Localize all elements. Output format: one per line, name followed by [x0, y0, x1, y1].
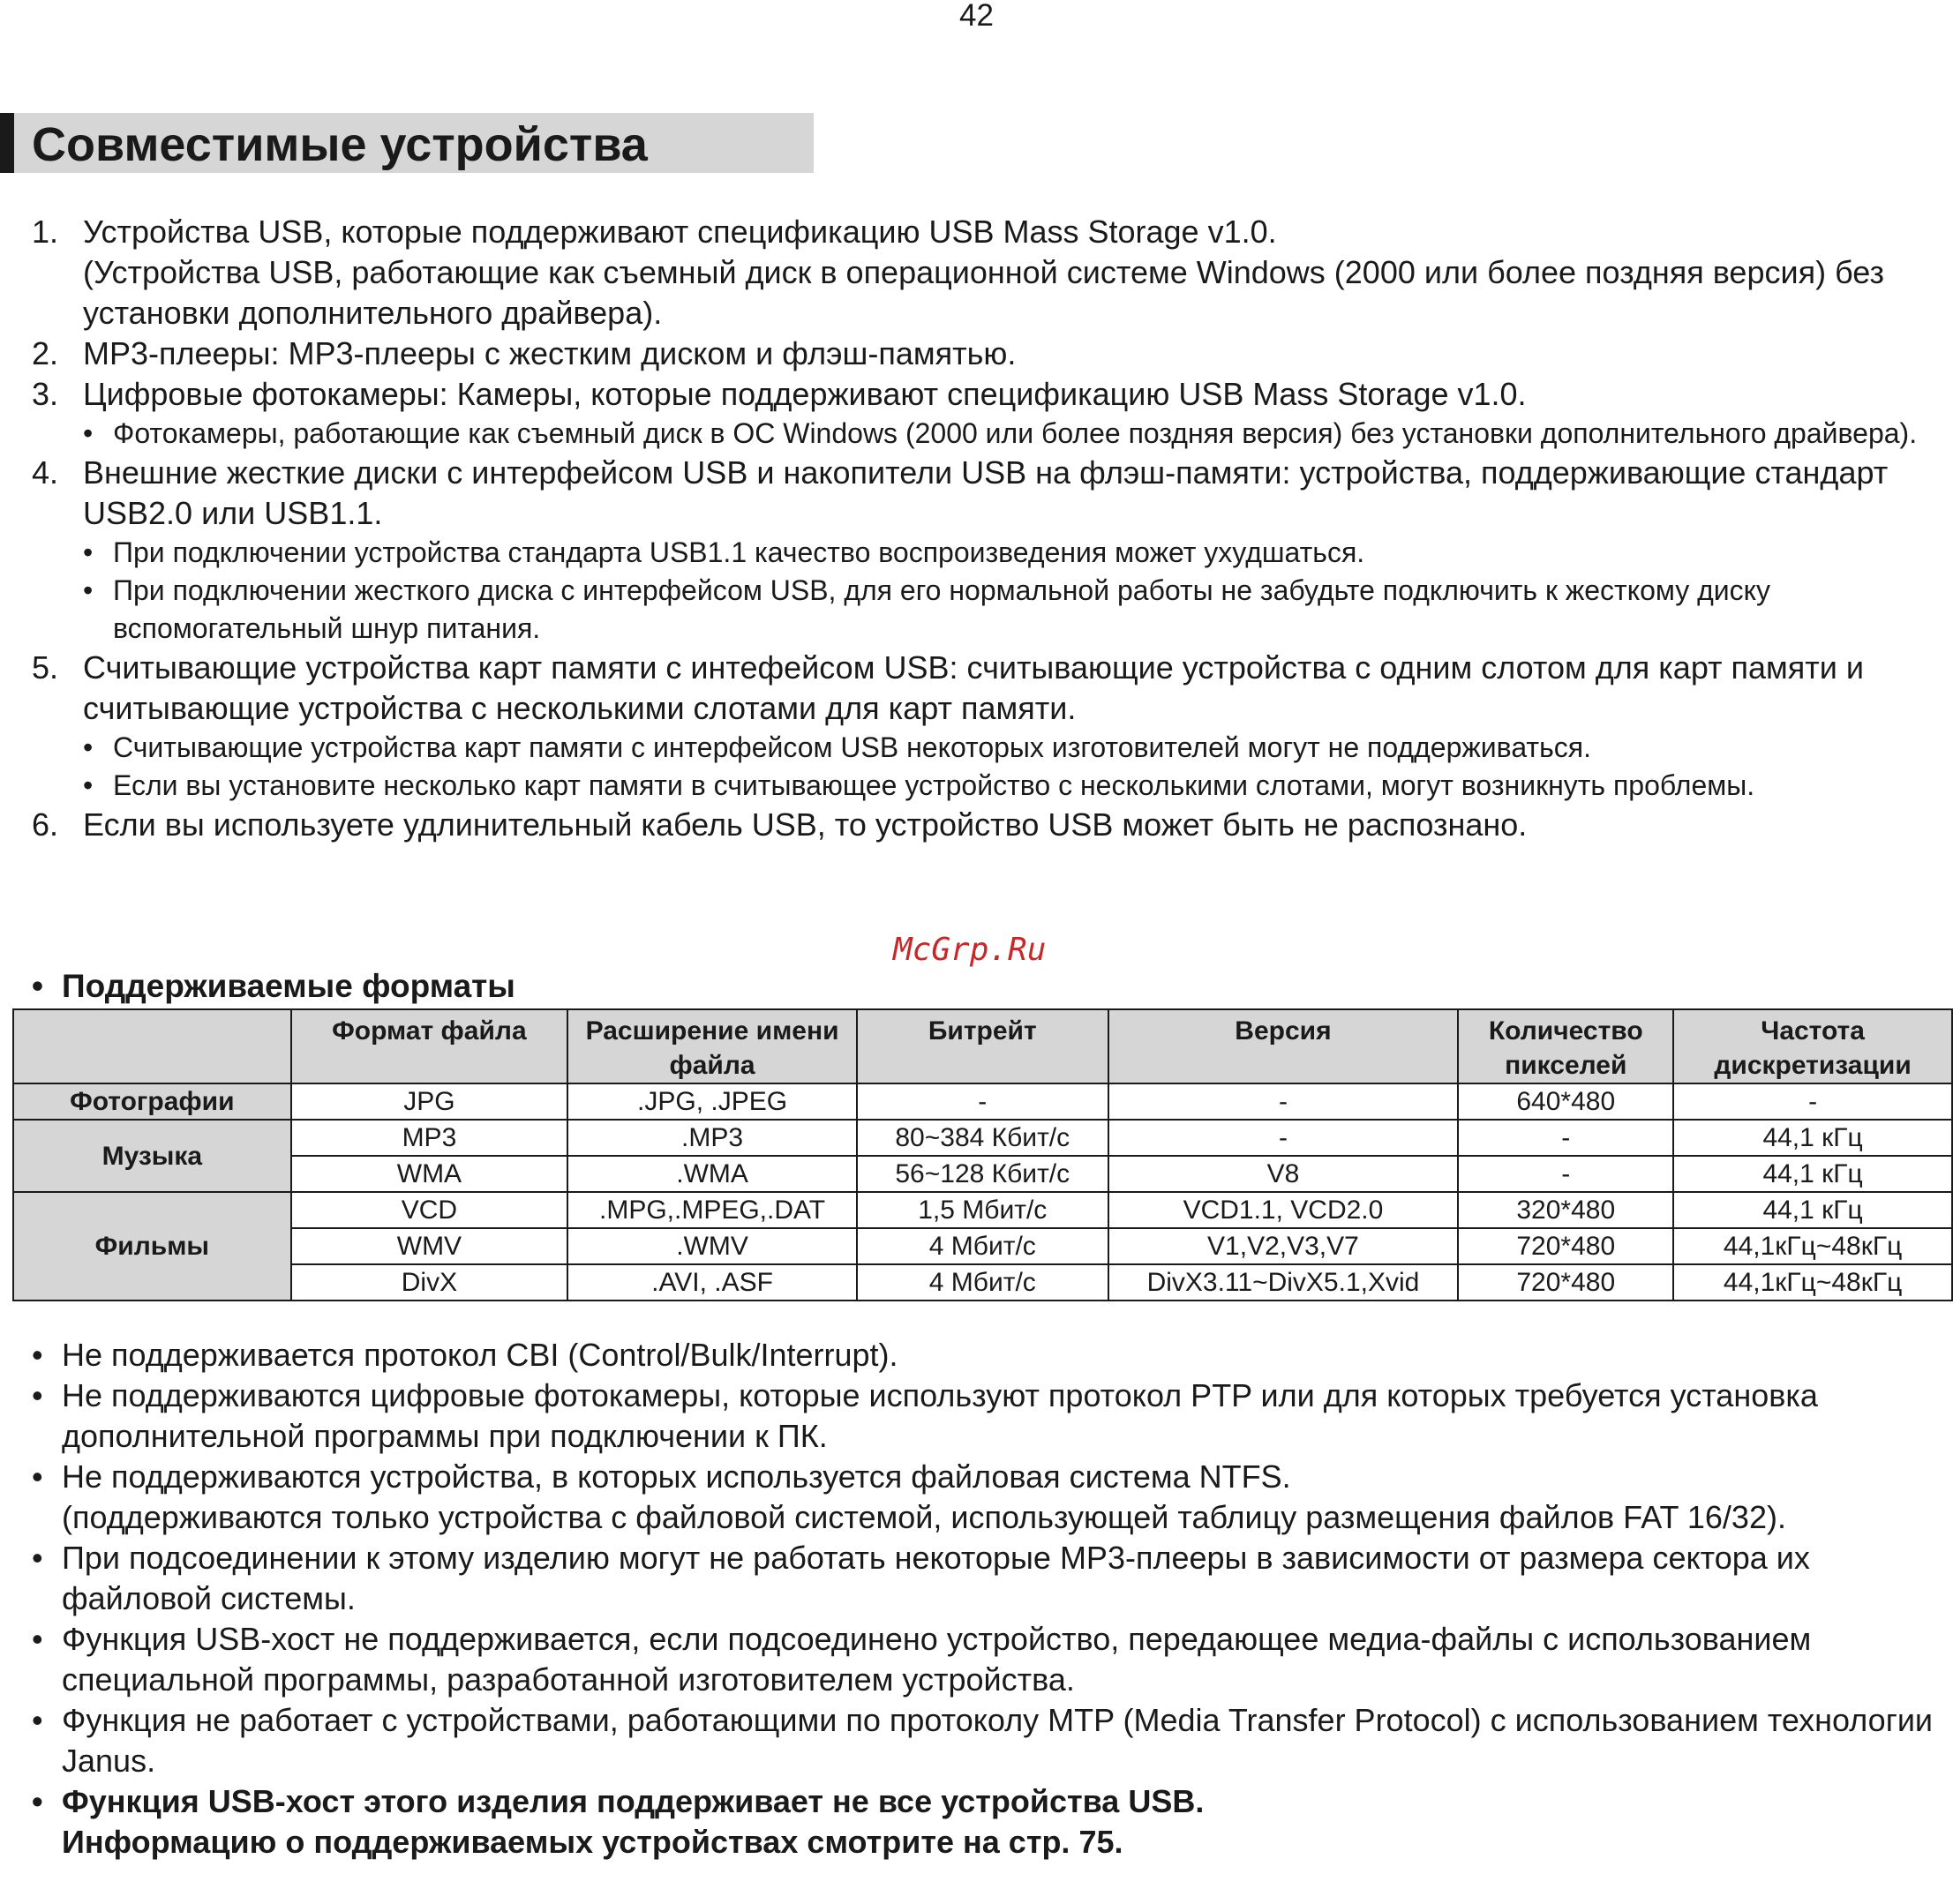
formats-heading [32, 966, 515, 1007]
item-text: Внешние жесткие диски с интерфейсом USB и накопители USB на флэш-памяти: устройства, поддерживающие стандарт USB2.0 или USB1.1. [83, 454, 1889, 531]
list-item [32, 374, 1938, 415]
table-cell: VCD1.1, VCD2.0 [1108, 1192, 1459, 1228]
item-text: Устройства USB, которые поддерживают спецификацию USB Mass Storage v1.0. [83, 214, 1277, 250]
note-text: Не поддерживается протокол CBI (Control/Bulk/Interrupt). [62, 1337, 898, 1373]
note-text: Функция USB-хост этого изделия поддерживает не все устройства USB. [62, 1783, 1205, 1819]
bullet-icon: • [32, 1337, 43, 1373]
note-item [32, 1376, 1938, 1457]
watermark: McGrp.Ru [893, 932, 1047, 968]
item-number: 4. [32, 454, 59, 491]
bullet-icon: • [83, 731, 94, 763]
table-row [13, 1228, 1952, 1264]
note-item-important [32, 1781, 1938, 1863]
sub-item [83, 572, 1938, 648]
item-text: Если вы используете удлинительный кабель USB, то устройство USB может быть не распознано. [83, 806, 1528, 843]
table-cell: 44,1 кГц [1673, 1156, 1952, 1192]
table-cell: .WMA [567, 1156, 857, 1192]
table-cell: .MP3 [567, 1120, 857, 1156]
table-row [13, 1156, 1952, 1192]
table-cell: DivX3.11~DivX5.1,Xvid [1108, 1264, 1459, 1301]
sub-item [83, 415, 1938, 453]
table-cell: - [1458, 1120, 1673, 1156]
table-header-cell: Битрейт [857, 1009, 1108, 1083]
note-text: При подсоединении к этому изделию могут не работать некоторые MP3-плееры в зависимости от размера сектора их файловой системы. [62, 1540, 1810, 1616]
table-cell: V8 [1108, 1156, 1459, 1192]
table-cell: 720*480 [1458, 1264, 1673, 1301]
note-text: (поддерживаются только устройства с файловой системой, использующей таблицу размещения файлов FAT 16/32). [62, 1499, 1786, 1535]
category-cell: Фильмы [13, 1192, 291, 1301]
table-header-row [13, 1009, 1952, 1083]
bullet-icon: • [83, 574, 94, 606]
table-cell: .JPG, .JPEG [567, 1083, 857, 1120]
bullet-icon: • [83, 417, 94, 449]
table-cell: - [1458, 1156, 1673, 1192]
table-header-cell: Версия [1108, 1009, 1459, 1083]
table-cell: DivX [291, 1264, 567, 1301]
table-cell: WMA [291, 1156, 567, 1192]
table-cell: 44,1кГц~48кГц [1673, 1228, 1952, 1264]
bullet-icon: • [32, 1702, 43, 1738]
note-text: Функция USB-хост не поддерживается, если подсоединено устройство, передающее медиа-файлы с использованием специальной программы, разработанной изготовителем устройства. [62, 1621, 1812, 1698]
sub-item-text: При подключении устройства стандарта USB1.1 качество воспроизведения может ухудшаться. [113, 536, 1365, 568]
item-text: MP3-плееры: MP3-плееры с жестким диском и флэш-памятью. [83, 335, 1017, 371]
table-cell: .MPG,.MPEG,.DAT [567, 1192, 857, 1228]
table-cell: 320*480 [1458, 1192, 1673, 1228]
item-text: Считывающие устройства карт памяти с интефейсом USB: считывающие устройства с одним слотом для карт памяти и считывающие устройства с несколькими слотами для карт памяти. [83, 649, 1865, 726]
table-header-cell: Формат файла [291, 1009, 567, 1083]
note-text: Информацию о поддерживаемых устройствах смотрите на стр. 75. [62, 1824, 1123, 1860]
sub-item [83, 729, 1938, 767]
category-cell: Музыка [13, 1120, 291, 1192]
table-cell: JPG [291, 1083, 567, 1120]
note-item [32, 1335, 1938, 1376]
bullet-icon: • [83, 769, 94, 801]
table-cell: WMV [291, 1228, 567, 1264]
bullet-icon: • [32, 1458, 43, 1495]
bullet-icon: • [32, 1783, 43, 1819]
table-header-cell: Количество пикселей [1458, 1009, 1673, 1083]
table-cell: 640*480 [1458, 1083, 1673, 1120]
table-cell: .AVI, .ASF [567, 1264, 857, 1301]
table-cell: 4 Мбит/с [857, 1228, 1108, 1264]
bullet-icon: • [83, 536, 94, 568]
note-item [32, 1538, 1938, 1619]
item-number: 1. [32, 214, 59, 250]
compatible-devices-list [32, 212, 1938, 845]
list-item [32, 648, 1938, 729]
sub-item [83, 534, 1938, 572]
table-cell: V1,V2,V3,V7 [1108, 1228, 1459, 1264]
note-item [32, 1619, 1938, 1700]
table-header-cell: Расширение имени файла [567, 1009, 857, 1083]
item-text: (Устройства USB, работающие как съемный диск в операционной системе Windows (2000 или более поздняя версия) без установки дополнительного драйвера). [83, 254, 1885, 331]
item-number: 3. [32, 376, 59, 412]
sub-item [83, 767, 1938, 805]
bullet-icon: • [32, 1621, 43, 1657]
note-text: Функция не работает с устройствами, работающими по протоколу MTP (Media Transfer Protocol) с использованием технологии Janus. [62, 1702, 1934, 1779]
table-row [13, 1192, 1952, 1228]
formats-heading-text: Поддерживаемые форматы [62, 968, 515, 1004]
section-title: Совместимые устройства [32, 118, 648, 171]
table-cell: 44,1 кГц [1673, 1120, 1952, 1156]
table-cell: - [1108, 1120, 1459, 1156]
sub-item-text: Если вы установите несколько карт памяти в считывающее устройство с несколькими слотами, могут возникнуть проблемы. [113, 769, 1755, 801]
item-number: 6. [32, 806, 59, 843]
list-item [32, 212, 1938, 334]
table-cell: 1,5 Мбит/с [857, 1192, 1108, 1228]
notes-list [32, 1335, 1938, 1863]
note-text: Не поддерживаются устройства, в которых используется файловая система NTFS. [62, 1458, 1291, 1495]
sub-item-text: Фотокамеры, работающие как съемный диск в ОС Windows (2000 или более поздняя версия) без установки дополнительного драйвера). [113, 417, 1918, 449]
table-cell: 4 Мбит/с [857, 1264, 1108, 1301]
item-number: 2. [32, 335, 59, 371]
sub-item-text: При подключении жесткого диска с интерфейсом USB, для его нормальной работы не забудьте подключить к жесткому диску вспомогательный шнур питания. [113, 574, 1771, 644]
table-header-cell: Частота дискретизации [1673, 1009, 1952, 1083]
table-cell: 720*480 [1458, 1228, 1673, 1264]
table-cell: 44,1 кГц [1673, 1192, 1952, 1228]
section-title-bar [0, 113, 814, 173]
sub-list [32, 415, 1938, 453]
table-cell: 44,1кГц~48кГц [1673, 1264, 1952, 1301]
note-item [32, 1700, 1938, 1781]
category-cell: Фотографии [13, 1083, 291, 1120]
table-cell: 56~128 Кбит/с [857, 1156, 1108, 1192]
table-cell: VCD [291, 1192, 567, 1228]
table-header-cell [13, 1009, 291, 1083]
supported-formats-table [12, 1008, 1953, 1301]
list-item [32, 334, 1938, 374]
page-number: 42 [959, 0, 994, 33]
table-cell: .WMV [567, 1228, 857, 1264]
list-item [32, 805, 1938, 845]
table-cell: - [857, 1083, 1108, 1120]
sub-list [32, 729, 1938, 805]
table-cell: - [1673, 1083, 1952, 1120]
table-row [13, 1083, 1952, 1120]
table-row [13, 1264, 1952, 1301]
bullet-icon: • [32, 1377, 43, 1413]
bullet-icon: • [32, 1540, 43, 1576]
table-cell: - [1108, 1083, 1459, 1120]
item-number: 5. [32, 649, 59, 686]
list-item [32, 453, 1938, 534]
table-cell: MP3 [291, 1120, 567, 1156]
sub-item-text: Считывающие устройства карт памяти с интерфейсом USB некоторых изготовителей могут не поддерживаться. [113, 731, 1591, 763]
bullet-icon: • [32, 968, 43, 1004]
table-row [13, 1120, 1952, 1156]
item-text: Цифровые фотокамеры: Камеры, которые поддерживают спецификацию USB Mass Storage v1.0. [83, 376, 1527, 412]
sub-list [32, 534, 1938, 648]
note-text: Не поддерживаются цифровые фотокамеры, которые используют протокол PTP или для которых требуется установка дополнительной программы при подключении к ПК. [62, 1377, 1818, 1454]
table-cell: 80~384 Кбит/с [857, 1120, 1108, 1156]
note-item [32, 1457, 1938, 1538]
